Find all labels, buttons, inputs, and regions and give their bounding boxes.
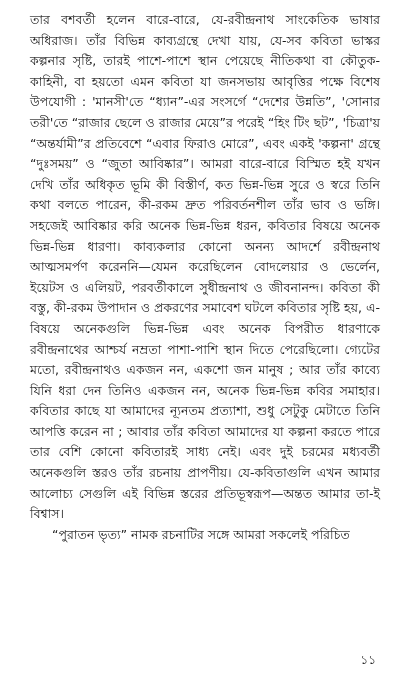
paragraph-1: তার বশবর্তী হলেন বারে-বারে, যে-রবীন্দ্রনাথ সাংকেতিক ভাষার অধিরাজ। তাঁর বিভিন্ন কাব্যগ্রন্থে দেখা যায়, যে-সব কবিতা ভাস্কর কল্পনার সৃষ্টি, তারই পাশে-পাশে স্থান পেয়েছে নীতিকথা বা কৌতুক-কাহিনী, বা হয়তো এমন কবিতা যা জনসভায় আবৃত্তির পক্ষে বিশেষ উপযোগী : 'মানসী'তে “ধ্যান”-এর সংসর্গে “দেশের উন্নতি”, 'সোনার তরী'তে “রাজার ছেলে ও রাজার মেয়ে”র পরেই “হিং টিং ছট”, 'চিত্রা'য় “অন্তর্যামী”র প্রতিবেশে “এবার ফিরাও মোরে”, এবং একই 'কল্পনা' গ্রন্থে “দুঃসময়” ও “জুতা আবিষ্কার”। আমরা বারে-বারে বিস্মিত হই যখন দেখি তাঁর অধিকৃত ভূমি কী বিস্তীর্ণ, কত ভিন্ন-ভিন্ন সুরে ও স্বরে তিনি কথা বলতে পারেন, কী-রকম দ্রুত পরিবর্তনশীল তাঁর ভাব ও ভঙ্গি। সহজেই আবিষ্কার করি অনেক ভিন্ন-ভিন্ন ধরন, কবিতার বিষয়ে অনেক ভিন্ন-ভিন্ন ধারণা। কাব্যকলার কোনো অনন্য আদর্শে রবীন্দ্রনাথ আত্মসমর্পণ করেননি—যেমন করেছিলেন বোদলেয়ার ও ভের্লেন, ইয়েটস ও এলিয়ট, পরবর্তীকালে সুধীন্দ্রনাথ ও জীবনানন্দ। কবিতা কী বস্তু, কী-রকম উপাদান ও প্রকরণের সমাবেশ ঘটলে কবিতার সৃষ্টি হয়, এ-বিষয়ে অনেকগুলি ভিন্ন-ভিন্ন এবং অনেক বিপরীত ধারণাকে রবীন্দ্রনাথের আশ্চর্য নম্রতা পাশা-পাশি স্থান দিতে পেরেছিলো। গ্যেটের মতো, রবীন্দ্রনাথও একজন নন, একশো জন মানুষ ; আর তাঁর কাব্যে যিনি ধরা দেন তিনিও একজন নন, অনেক ভিন্ন-ভিন্ন কবির সমাহার। কবিতার কাছে যা আমাদের ন্যূনতম প্রত্যাশা, শুধু সেটুকু মেটাতে তিনি আপত্তি করেন না ; আবার তাঁর কবিতা আমাদের যা কল্পনা করতে পারে তার বেশি কোনো কবিতারই সাধ্য নেই। এবং দুই চরমের মধ্যবর্তী অনেকগুলি স্তরও তাঁর রচনায় প্রাপণীয়। যে-কবিতাগুলি এখন আমার আলোচ্য সেগুলি এই বিভিন্ন স্তরের প্রতিভূস্বরূপ—অন্তত আমার তা-ই বিশ্বাস। (30, 12, 380, 522)
paragraph-2: “পুরাতন ভৃত্য” নামক রচনাটির সঙ্গে আমরা সকলেই পরিচিত (52, 526, 350, 542)
page-number: ১১ (360, 653, 376, 667)
body-text (30, 10, 380, 545)
